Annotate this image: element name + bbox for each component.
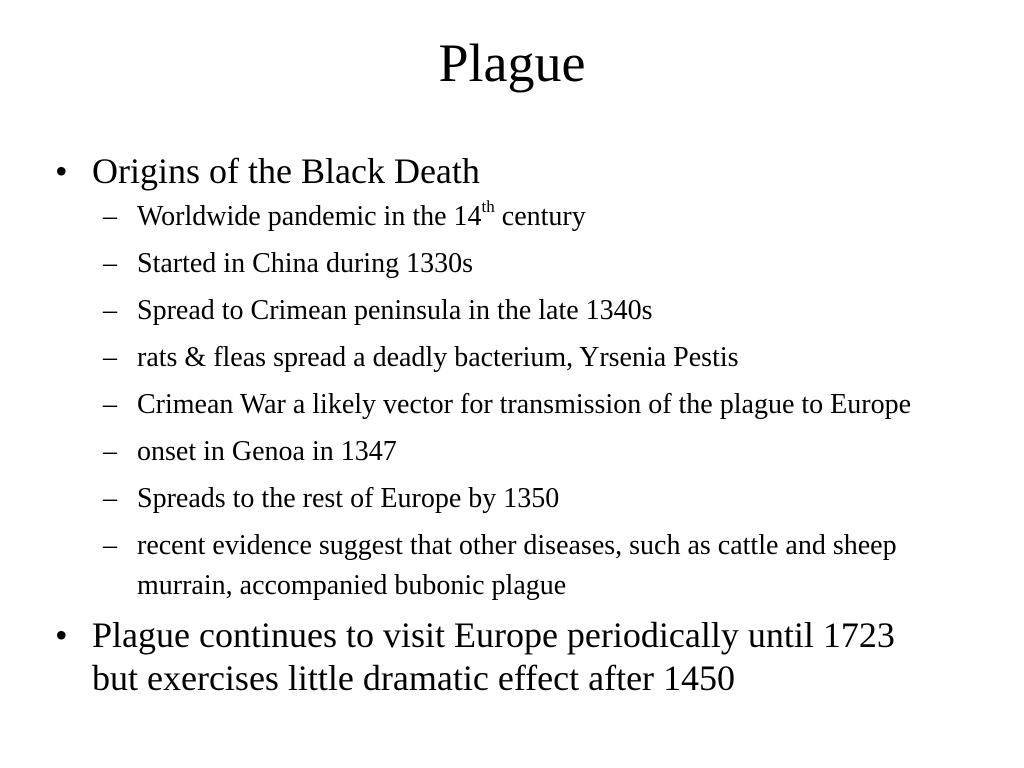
bullet-origins — [0, 150, 1024, 193]
bullet-text: Origins of the Black Death — [92, 151, 480, 191]
dash-marker: – — [103, 530, 117, 561]
sub-bullet-text: rats & fleas spread a deadly bacterium, Yrsenia Pestis — [137, 342, 739, 373]
sub-bullet-text-after: century — [494, 201, 586, 232]
bullet-marker: • — [55, 151, 68, 191]
dash-marker: – — [103, 389, 117, 420]
sub-bullet-china — [0, 244, 1024, 284]
sub-bullet-text: recent evidence suggest that other diseases, such as cattle and sheep murrain, accompanied bubonic plague — [137, 530, 897, 601]
bullet-plague-continues — [0, 614, 1024, 700]
sub-bullet-text: Crimean War a likely vector for transmission of the plague to Europe — [137, 389, 912, 420]
sub-bullet-text: onset in Genoa in 1347 — [137, 436, 397, 467]
slide-content — [0, 150, 1024, 700]
sub-bullet-text: Spreads to the rest of Europe by 1350 — [137, 483, 560, 514]
dash-marker: – — [103, 201, 117, 232]
dash-marker: – — [103, 248, 117, 279]
dash-marker: – — [103, 483, 117, 514]
sub-bullet-text: Worldwide pandemic in the 14 — [137, 201, 482, 232]
slide-title: Plague — [438, 33, 586, 93]
sub-bullet-text: Spread to Crimean peninsula in the late 1340s — [137, 295, 653, 326]
superscript: th — [481, 196, 495, 216]
dash-marker: – — [103, 342, 117, 373]
sub-bullet-crimea — [0, 291, 1024, 331]
bullet-text: Plague continues to visit Europe periodically until 1723 but exercises little dramatic effect after 1450 — [92, 615, 895, 698]
sub-bullet-recent-evidence — [0, 526, 1024, 606]
sub-bullet-text: Started in China during 1330s — [137, 248, 473, 279]
sub-bullet-rats-fleas — [0, 338, 1024, 378]
sub-bullet-list — [0, 197, 1024, 606]
bullet-marker: • — [55, 615, 68, 655]
dash-marker: – — [103, 295, 117, 326]
sub-bullet-genoa — [0, 432, 1024, 472]
sub-bullet-crimean-war — [0, 385, 1024, 425]
sub-bullet-spreads — [0, 479, 1024, 519]
sub-bullet-worldwide — [0, 197, 1024, 237]
dash-marker: – — [103, 436, 117, 467]
